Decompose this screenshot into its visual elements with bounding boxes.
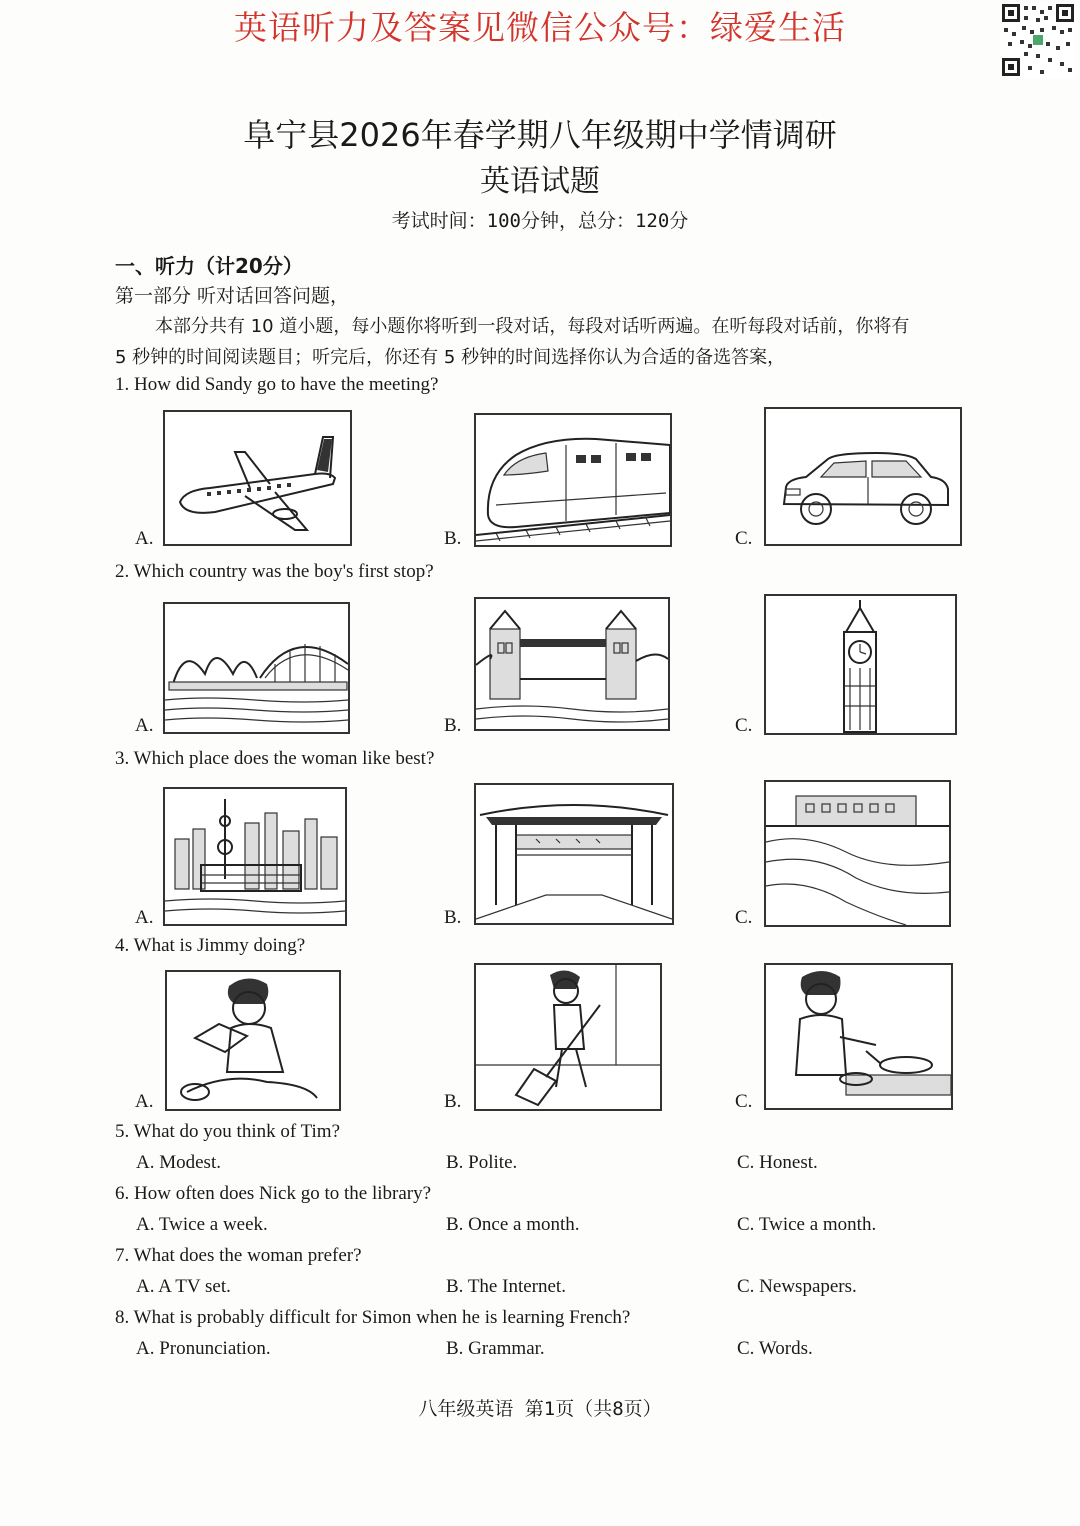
question-4: 4. What is Jimmy doing? xyxy=(115,935,306,956)
boy-reading-icon[interactable] xyxy=(165,970,341,1111)
exam-title: 阜宁县2026年春学期八年级期中学情调研 xyxy=(243,116,837,154)
option-7a[interactable]: A. A TV set. xyxy=(136,1276,231,1297)
boy-cooking-icon[interactable] xyxy=(764,963,953,1110)
qr-code-icon xyxy=(1000,2,1076,78)
part-heading: 第一部分 听对话回答问题， xyxy=(115,285,350,307)
question-6: 6. How often does Nick go to the library? xyxy=(115,1183,432,1204)
instruction-line-2: 5 秒钟的时间阅读题目；听完后，你还有 5 秒钟的时间选择你认为合适的备选答案， xyxy=(115,347,786,368)
option-label-c: C. xyxy=(735,1091,753,1112)
big-ben-icon[interactable] xyxy=(764,594,957,735)
option-label-a: A. xyxy=(135,528,154,549)
car-icon[interactable] xyxy=(764,407,962,546)
option-5b[interactable]: B. Polite. xyxy=(446,1152,518,1173)
option-label-a: A. xyxy=(135,715,154,736)
exam-subtitle: 英语试题 xyxy=(480,164,600,199)
option-label-b: B. xyxy=(444,907,462,928)
airplane-icon[interactable] xyxy=(163,410,352,546)
sydney-opera-house-icon[interactable] xyxy=(163,602,350,734)
question-8: 8. What is probably difficult for Simon when he is learning French? xyxy=(115,1307,631,1328)
tower-bridge-icon[interactable] xyxy=(474,597,670,731)
option-8c[interactable]: C. Words. xyxy=(737,1338,813,1359)
wechat-banner: 英语听力及答案见微信公众号：绿爱生活 xyxy=(234,8,846,47)
option-label-a: A. xyxy=(135,1091,154,1112)
option-label-c: C. xyxy=(735,907,753,928)
page-footer: 八年级英语 第1页（共8页） xyxy=(418,1398,662,1420)
option-6b[interactable]: B. Once a month. xyxy=(446,1214,580,1235)
instruction-line-1: 本部分共有 10 道小题，每小题你将听到一段对话，每段对话听两遍。在听每段对话前，你将有 xyxy=(155,316,910,337)
question-3: 3. Which place does the woman like best? xyxy=(115,748,435,769)
question-5: 5. What do you think of Tim? xyxy=(115,1121,341,1142)
potala-palace-icon[interactable] xyxy=(764,780,951,927)
option-8a[interactable]: A. Pronunciation. xyxy=(136,1338,271,1359)
chinese-gate-icon[interactable] xyxy=(474,783,674,925)
option-label-c: C. xyxy=(735,528,753,549)
option-6a[interactable]: A. Twice a week. xyxy=(136,1214,268,1235)
question-2: 2. Which country was the boy's first stop? xyxy=(115,561,434,582)
option-label-b: B. xyxy=(444,715,462,736)
option-8b[interactable]: B. Grammar. xyxy=(446,1338,545,1359)
option-7c[interactable]: C. Newspapers. xyxy=(737,1276,857,1297)
option-label-c: C. xyxy=(735,715,753,736)
boy-sweeping-icon[interactable] xyxy=(474,963,662,1111)
option-label-a: A. xyxy=(135,907,154,928)
option-6c[interactable]: C. Twice a month. xyxy=(737,1214,877,1235)
question-7: 7. What does the woman prefer? xyxy=(115,1245,362,1266)
high-speed-train-icon[interactable] xyxy=(474,413,672,547)
option-5c[interactable]: C. Honest. xyxy=(737,1152,818,1173)
option-label-b: B. xyxy=(444,528,462,549)
question-1: 1. How did Sandy go to have the meeting? xyxy=(115,374,439,395)
city-skyline-icon[interactable] xyxy=(163,787,347,926)
option-label-b: B. xyxy=(444,1091,462,1112)
option-7b[interactable]: B. The Internet. xyxy=(446,1276,566,1297)
exam-meta: 考试时间：100分钟，总分：120分 xyxy=(391,210,689,232)
section-heading-listening: 一、听力（计20分） xyxy=(115,254,303,278)
option-5a[interactable]: A. Modest. xyxy=(136,1152,221,1173)
